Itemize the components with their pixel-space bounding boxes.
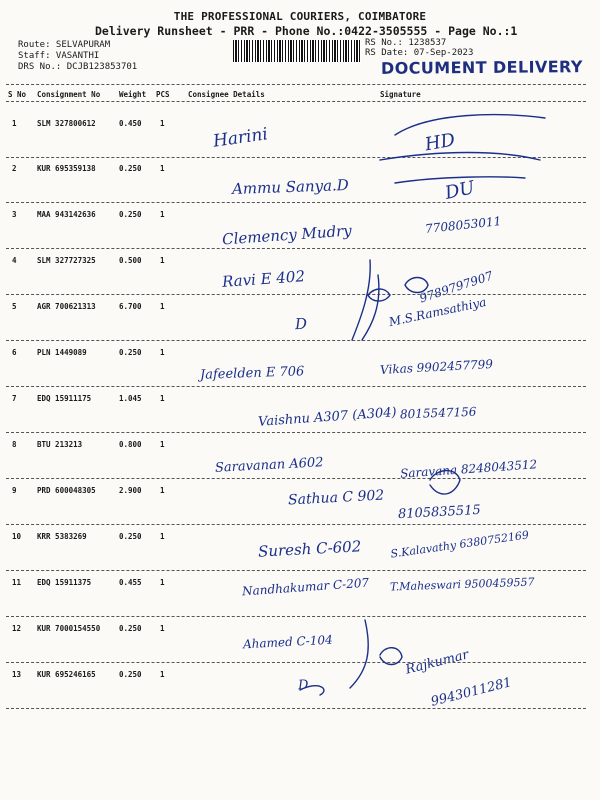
row-consignment: PRD 600048305 — [37, 486, 96, 495]
col-header-weight: Weight — [119, 90, 147, 99]
row-pcs: 1 — [160, 440, 165, 449]
signature-handwriting: S.Kalavathy 6380752169 — [389, 528, 530, 561]
document-delivery-stamp: DOCUMENT DELIVERY — [380, 57, 583, 78]
consignee-handwriting: Jafeelden E 706 — [199, 364, 305, 383]
row-consignment: SLM 327727325 — [37, 256, 96, 265]
signature-handwriting: 8015547156 — [399, 404, 477, 422]
row-consignment: EDQ 15911175 — [37, 394, 92, 403]
row-sno: 2 — [12, 164, 17, 173]
row-pcs: 1 — [160, 624, 165, 633]
row-sno: 4 — [12, 256, 17, 265]
row-weight: 0.500 — [119, 256, 142, 265]
signature-handwriting: HD — [423, 129, 457, 156]
consignee-handwriting: Nandhakumar C-207 — [241, 575, 370, 599]
row-sno: 13 — [12, 670, 22, 679]
signature-handwriting: 9943011281 — [429, 675, 514, 710]
row-consignment: PLN 1449089 — [37, 348, 87, 357]
consignee-handwriting: D — [294, 314, 308, 334]
row-pcs: 1 — [160, 486, 165, 495]
row-weight: 0.250 — [119, 164, 142, 173]
row-pcs: 1 — [160, 578, 165, 587]
row-consignment: KRR 5383269 — [37, 532, 87, 541]
row-pcs: 1 — [160, 394, 165, 403]
consignee-handwriting: Vaishnu A307 (A304) — [257, 405, 398, 430]
row-consignment: KUR 7000154550 — [37, 624, 101, 633]
row-consignment: MAA 943142636 — [37, 210, 96, 219]
consignee-handwriting: Ravi E 402 — [221, 267, 306, 291]
rs-date: RS Date: 07-Sep-2023 — [365, 48, 474, 58]
row-consignment: KUR 695246165 — [37, 670, 96, 679]
signature-handwriting: Vikas 9902457799 — [379, 357, 494, 377]
drs-number: DRS No.: DCJB123853701 — [18, 62, 138, 72]
row-sno: 9 — [12, 486, 17, 495]
runsheet-title: Delivery Runsheet - PRR - Phone No.:0422-3505555 - Page No.:1 — [95, 24, 518, 38]
row-sno: 10 — [12, 532, 22, 541]
row-pcs: 1 — [160, 532, 165, 541]
signature-handwriting: Rajkumar — [404, 647, 471, 678]
row-weight: 1.045 — [119, 394, 142, 403]
row-sno: 7 — [12, 394, 17, 403]
signature-handwriting: Saravana 8248043512 — [399, 457, 538, 481]
row-consignment: KUR 695359138 — [37, 164, 96, 173]
row-pcs: 1 — [160, 210, 165, 219]
consignee-handwriting: Suresh C-602 — [257, 537, 362, 561]
consignee-handwriting: Ammu Sanya.D — [231, 175, 350, 199]
row-weight: 0.455 — [119, 578, 142, 587]
row-weight: 0.250 — [119, 348, 142, 357]
signature-handwriting: M.S.Ramsathiya — [387, 294, 488, 330]
signature-handwriting: 8105835515 — [397, 502, 482, 523]
row-pcs: 1 — [160, 348, 165, 357]
row-pcs: 1 — [160, 119, 165, 128]
col-header-pcs: PCS — [156, 90, 170, 99]
consignee-handwriting: Clemency Mudry — [221, 221, 353, 249]
row-sno: 8 — [12, 440, 17, 449]
row-weight: 0.250 — [119, 210, 142, 219]
row-pcs: 1 — [160, 670, 165, 679]
row-consignment: SLM 327800612 — [37, 119, 96, 128]
signature-handwriting: 9789797907 — [417, 268, 495, 306]
rs-number: RS No.: 1238537 — [365, 38, 447, 48]
row-weight: 2.900 — [119, 486, 142, 495]
col-header-consignee: Consignee Details — [188, 90, 265, 99]
consignee-handwriting: Sathua C 902 — [287, 487, 385, 509]
row-sno: 11 — [12, 578, 22, 587]
row-weight: 0.250 — [119, 670, 142, 679]
route-label: Route: SELVAPURAM — [18, 40, 111, 50]
row-consignment: EDQ 15911375 — [37, 578, 92, 587]
row-sno: 5 — [12, 302, 17, 311]
row-weight: 0.250 — [119, 532, 142, 541]
signature-handwriting: T.Maheswari 9500459557 — [389, 575, 535, 594]
company-title: THE PROFESSIONAL COURIERS, COIMBATORE — [173, 10, 427, 23]
row-pcs: 1 — [160, 256, 165, 265]
row-sno: 3 — [12, 210, 17, 219]
row-consignment: BTU 213213 — [37, 440, 83, 449]
col-header-signature: Signature — [380, 90, 421, 99]
col-header-sno: S No — [8, 90, 27, 99]
signature-handwriting: DU — [443, 177, 477, 204]
row-weight: 6.700 — [119, 302, 142, 311]
row-weight: 0.450 — [119, 119, 142, 128]
row-weight: 0.800 — [119, 440, 142, 449]
row-pcs: 1 — [160, 164, 165, 173]
row-sno: 6 — [12, 348, 17, 357]
row-pcs: 1 — [160, 302, 165, 311]
col-header-consignment: Consignment No — [37, 90, 101, 99]
staff-label: Staff: VASANTHI — [18, 51, 100, 61]
row-sno: 1 — [12, 119, 17, 128]
consignee-handwriting: Ahamed C-104 — [242, 632, 333, 652]
consignee-handwriting: Harini — [211, 124, 270, 152]
consignee-handwriting: Saravanan A602 — [214, 455, 324, 476]
consignee-handwriting: D — [297, 677, 309, 694]
row-consignment: AGR 700621313 — [37, 302, 96, 311]
row-sno: 12 — [12, 624, 22, 633]
signature-handwriting: 7708053011 — [424, 214, 502, 236]
row-weight: 0.250 — [119, 624, 142, 633]
